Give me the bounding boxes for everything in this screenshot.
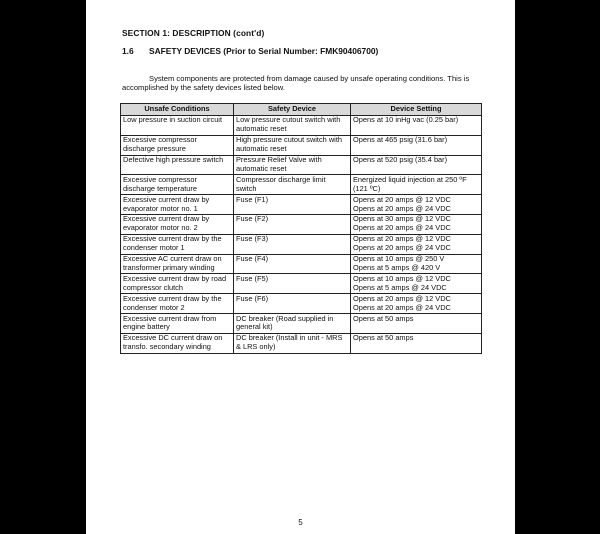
safety-device-cell: Fuse (F6) <box>234 294 351 314</box>
safety-device-cell: DC breaker (Install in unit - MRS & LRS only) <box>234 333 351 353</box>
header-unsafe-conditions: Unsafe Conditions <box>121 104 234 116</box>
safety-device-cell: Low pressure cutout switch with automatic reset <box>234 115 351 135</box>
table-row <box>121 135 482 155</box>
device-setting-cell <box>351 155 482 175</box>
device-setting-line: Opens at 5 amps @ 420 V <box>353 263 441 272</box>
table-row <box>121 254 482 274</box>
table-row <box>121 234 482 254</box>
device-setting-line: Opens at 20 amps @ 12 VDC <box>353 234 451 244</box>
safety-device-cell: High pressure cutout switch with automatic reset <box>234 135 351 155</box>
device-setting-line: Opens at 10 amps @ 12 VDC <box>353 273 451 283</box>
device-setting-cell <box>351 135 482 155</box>
safety-device-cell: Compressor discharge limit switch <box>234 175 351 195</box>
device-setting-line: Opens at 20 amps @ 24 VDC <box>353 243 451 253</box>
table-row <box>121 314 482 334</box>
subsection-title: SAFETY DEVICES (Prior to Serial Number: FMK90406700) <box>149 46 379 56</box>
device-setting-line: Opens at 465 psig (31.6 bar) <box>353 135 448 145</box>
subsection-heading <box>122 46 378 56</box>
device-setting-line: Opens at 5 amps @ 24 VDC <box>353 282 447 292</box>
device-setting-cell <box>351 254 482 274</box>
unsafe-condition-cell: Excessive current draw from engine battery <box>121 314 234 334</box>
page-number: 5 <box>298 518 303 527</box>
device-setting-line: Opens at 20 amps @ 12 VDC <box>353 293 451 303</box>
header-safety-device: Safety Device <box>234 104 351 116</box>
intro-paragraph: System components are protected from damage caused by unsafe operating conditions. This is accomplished by the safety devices listed below. <box>122 74 470 93</box>
safety-device-cell: Fuse (F1) <box>234 195 351 215</box>
safety-device-cell: DC breaker (Road supplied in general kit) <box>234 314 351 334</box>
device-setting-line: Opens at 30 amps @ 12 VDC <box>353 214 451 224</box>
device-setting-line: Opens at 20 amps @ 12 VDC <box>353 194 451 204</box>
device-setting-line: Opens at 20 amps @ 24 VDC <box>353 223 451 233</box>
device-setting-line: Energized liquid injection at 250 ºF (121 ºC) <box>353 174 467 193</box>
device-setting-cell <box>351 333 482 353</box>
unsafe-condition-cell: Excessive DC current draw on transfo. secondary winding <box>121 333 234 353</box>
safety-device-cell: Fuse (F4) <box>234 254 351 274</box>
table-row <box>121 155 482 175</box>
unsafe-condition-cell: Excessive compressor discharge temperature <box>121 175 234 195</box>
device-setting-line: Opens at 520 psig (35.4 bar) <box>353 155 448 165</box>
unsafe-condition-cell: Excessive AC current draw on transformer primary winding <box>121 254 234 274</box>
device-setting-cell <box>351 234 482 254</box>
safety-device-cell: Fuse (F2) <box>234 214 351 234</box>
table-row <box>121 214 482 234</box>
table-row <box>121 115 482 135</box>
table-row <box>121 333 482 353</box>
safety-device-cell: Fuse (F5) <box>234 274 351 294</box>
device-setting-cell <box>351 115 482 135</box>
device-setting-cell <box>351 195 482 215</box>
device-setting-line: Opens at 10 inHg vac (0.25 bar) <box>353 115 459 125</box>
table-header-row <box>121 104 482 116</box>
table-row <box>121 175 482 195</box>
unsafe-condition-cell: Low pressure in suction circuit <box>121 115 234 135</box>
device-setting-line: Opens at 50 amps <box>353 313 414 323</box>
device-setting-line: Opens at 10 amps @ 250 V <box>353 254 445 264</box>
device-setting-cell <box>351 274 482 294</box>
device-setting-cell <box>351 294 482 314</box>
device-setting-line: Opens at 20 amps @ 24 VDC <box>353 302 451 312</box>
device-setting-line: Opens at 20 amps @ 24 VDC <box>353 203 451 213</box>
unsafe-condition-cell: Excessive current draw by road compressor clutch <box>121 274 234 294</box>
unsafe-condition-cell: Excessive compressor discharge pressure <box>121 135 234 155</box>
unsafe-condition-cell: Defective high pressure switch <box>121 155 234 175</box>
table-row <box>121 274 482 294</box>
document-page <box>86 0 515 534</box>
safety-device-cell: Pressure Relief Valve with automatic reset <box>234 155 351 175</box>
unsafe-condition-cell: Excessive current draw by the condenser motor 1 <box>121 234 234 254</box>
unsafe-condition-cell: Excessive current draw by evaporator motor no. 1 <box>121 195 234 215</box>
header-device-setting: Device Setting <box>351 104 482 116</box>
table-row <box>121 294 482 314</box>
device-setting-cell <box>351 175 482 195</box>
device-setting-cell <box>351 314 482 334</box>
safety-device-cell: Fuse (F3) <box>234 234 351 254</box>
device-setting-cell <box>351 214 482 234</box>
section-title: SECTION 1: DESCRIPTION (cont'd) <box>122 28 265 38</box>
unsafe-condition-cell: Excessive current draw by evaporator motor no. 2 <box>121 214 234 234</box>
device-setting-line: Opens at 50 amps <box>353 333 414 343</box>
unsafe-condition-cell: Excessive current draw by the condenser motor 2 <box>121 294 234 314</box>
table-row <box>121 195 482 215</box>
subsection-number: 1.6 <box>122 46 134 56</box>
safety-devices-table <box>120 103 482 354</box>
